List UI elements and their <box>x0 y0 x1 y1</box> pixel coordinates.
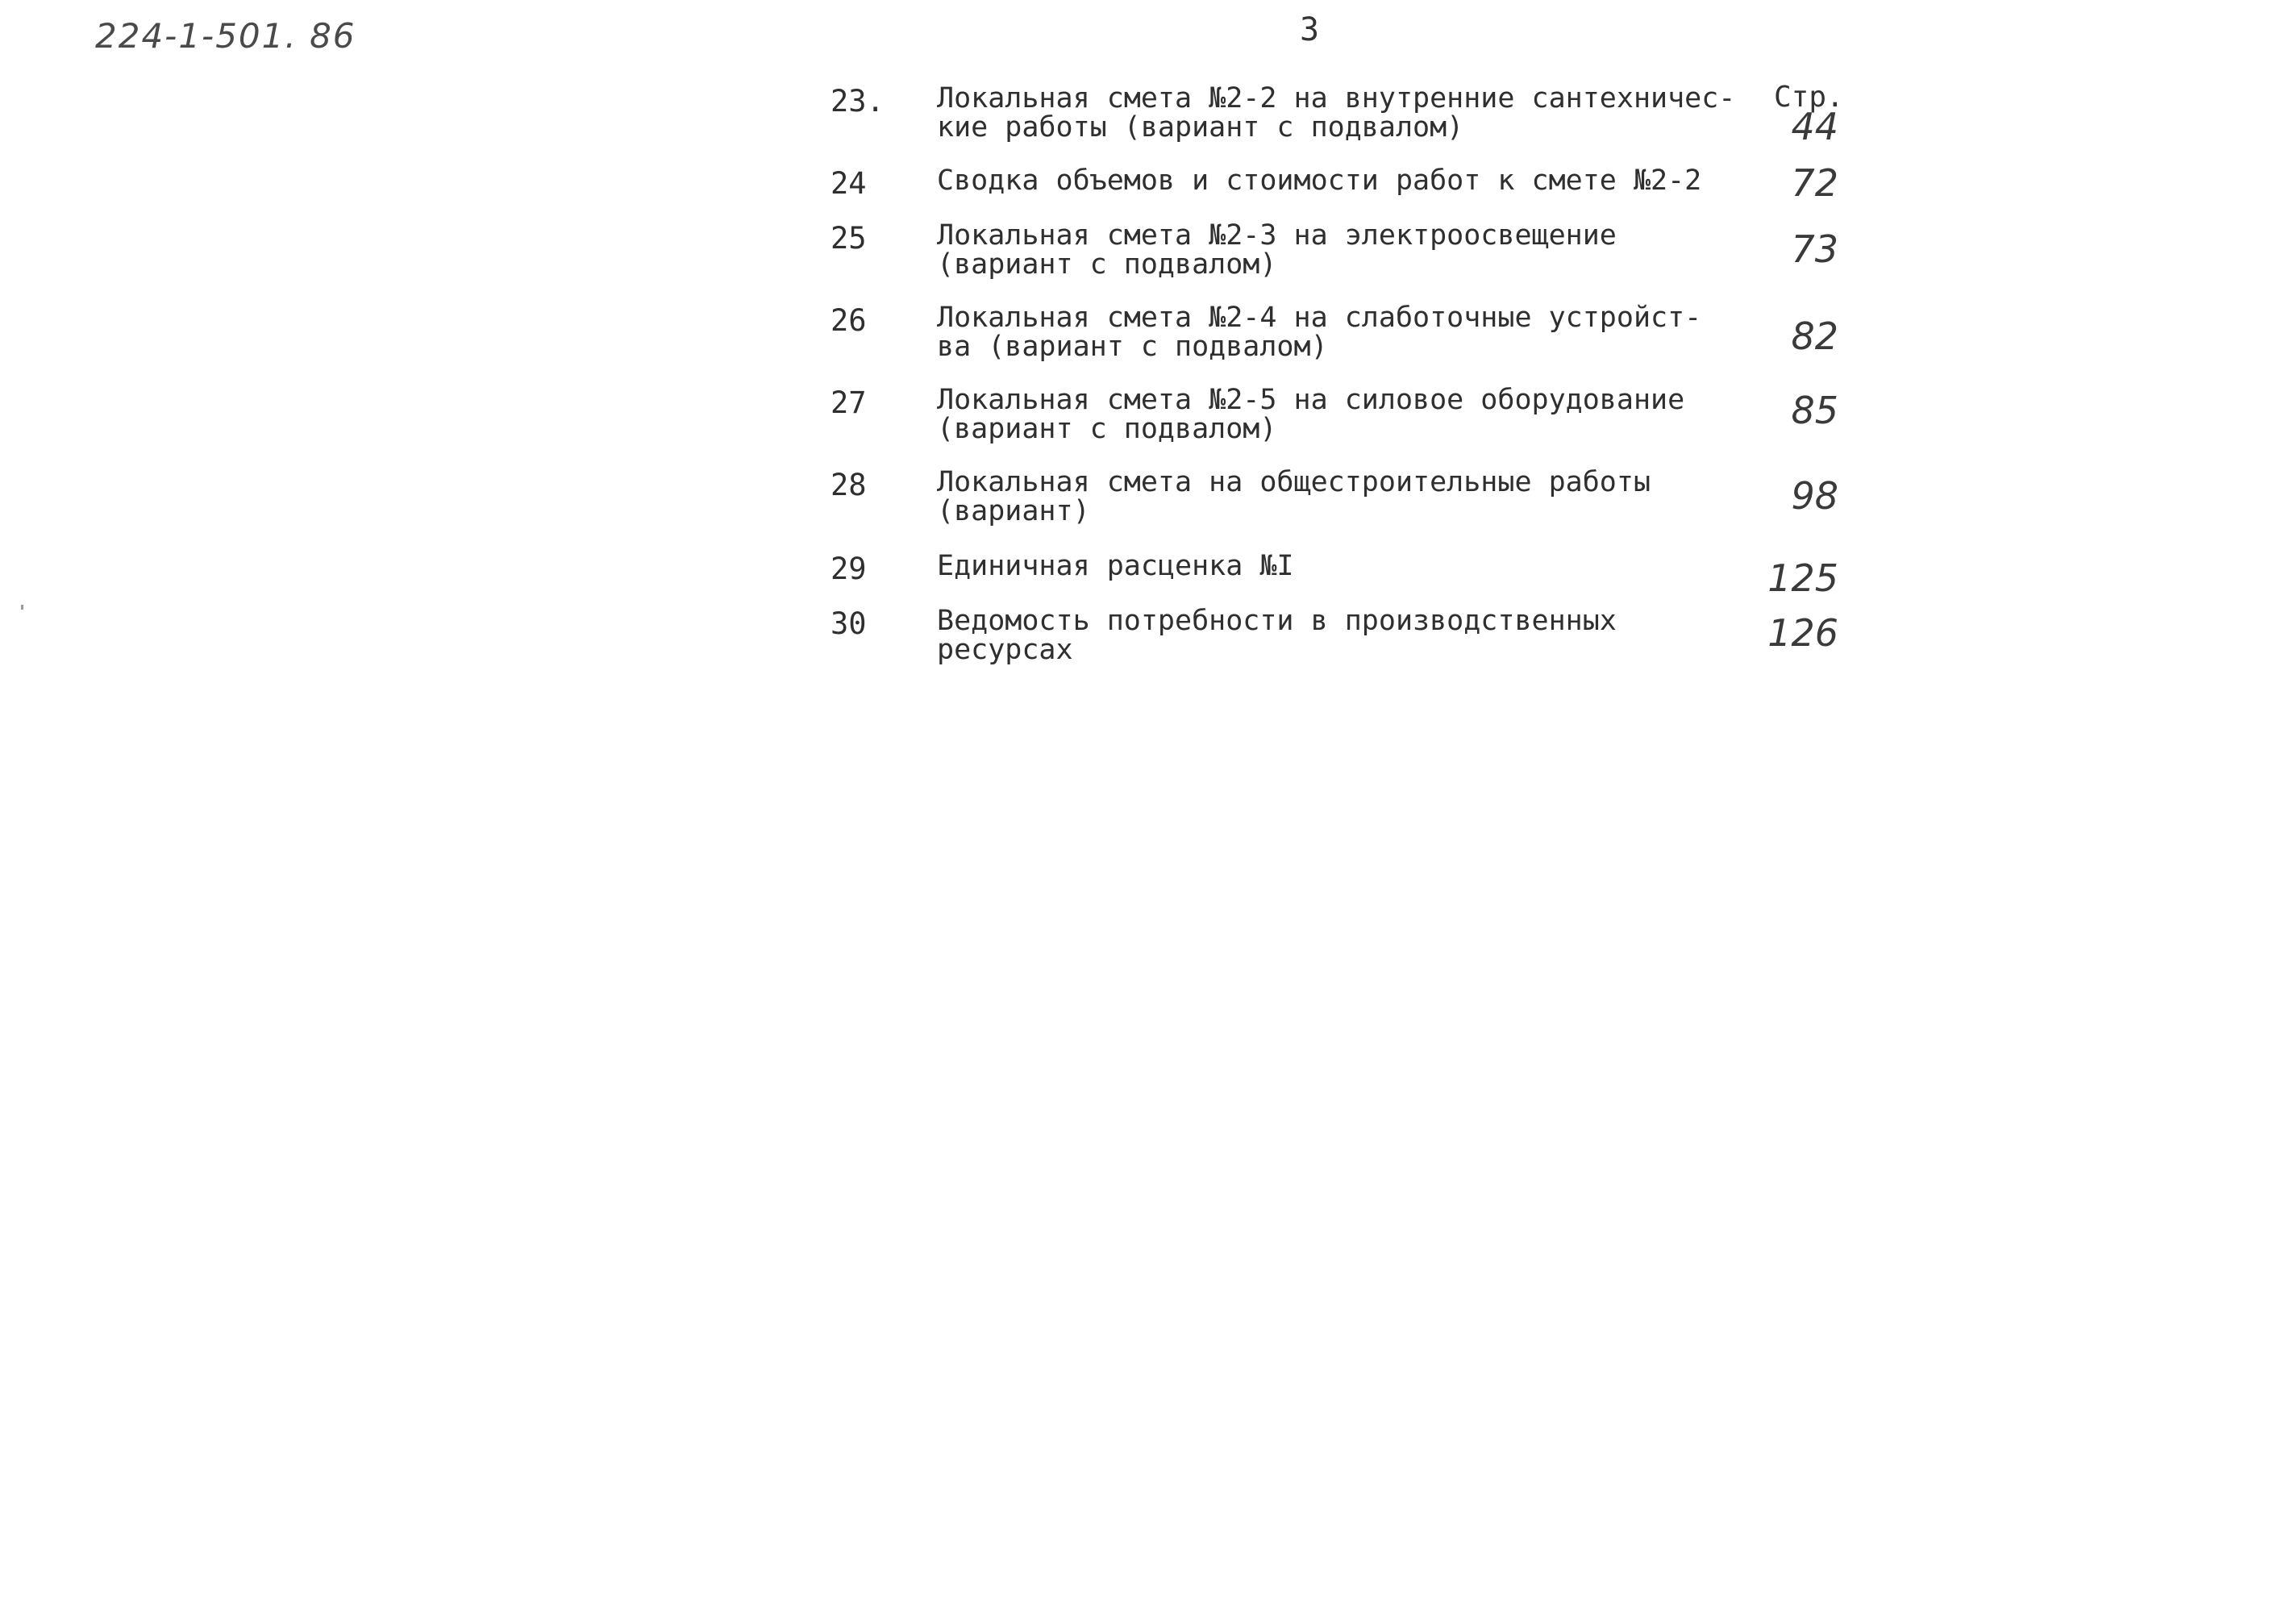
toc-item-number: 28 <box>831 468 867 502</box>
toc-item-number: 23. <box>831 84 885 119</box>
toc-item-number: 25 <box>831 221 867 256</box>
toc-item-title-line: Локальная смета на общестроительные работы <box>937 466 1651 498</box>
toc-item-page: 73 <box>1791 227 1838 271</box>
toc-item-number: 27 <box>831 385 867 420</box>
toc-item-title-line: Сводка объемов и стоимости работ к смете №2-2 <box>937 164 1702 197</box>
toc-item-title-line: (вариант с подвалом) <box>937 248 1277 281</box>
toc-item-title-line: ва (вариант с подвалом) <box>937 331 1328 363</box>
toc-item-title-line: (вариант) <box>937 495 1090 527</box>
toc-item-title-line: Локальная смета №2-4 на слаботочные устройст- <box>937 302 1702 334</box>
toc-item-title-line: Локальная смета №2-2 на внутренние сантехничес- <box>937 82 1736 115</box>
page-column-heading: Стр. <box>1774 81 1844 114</box>
toc-item-page: 125 <box>1767 556 1838 600</box>
toc-item-number: 24 <box>831 166 867 201</box>
toc-item-title <box>937 166 1759 195</box>
toc-item-title <box>937 303 1759 361</box>
toc-item-number: 26 <box>831 303 867 338</box>
toc-item-title <box>937 84 1759 142</box>
toc-item-title-line: кие работы (вариант с подвалом) <box>937 111 1464 144</box>
toc-item-number: 29 <box>831 552 867 586</box>
toc-item-page: 85 <box>1791 389 1838 432</box>
toc-item-title <box>937 606 1759 664</box>
scan-speck <box>21 605 23 610</box>
toc-item-page: 126 <box>1767 611 1838 655</box>
toc-item-page: 72 <box>1791 161 1838 205</box>
toc-item-title-line: (вариант с подвалом) <box>937 413 1277 445</box>
toc-item-title <box>937 468 1759 526</box>
toc-item-title <box>937 385 1759 443</box>
page-number: 3 <box>1300 11 1320 48</box>
toc-item-title <box>937 221 1759 279</box>
toc-item-title-line: ресурсах <box>937 634 1073 666</box>
document-code: 224-1-501. 86 <box>95 16 356 56</box>
table-of-contents <box>0 0 2273 806</box>
toc-item-title-line: Локальная смета №2-5 на силовое оборудование <box>937 384 1685 416</box>
toc-item-page: 82 <box>1791 314 1838 358</box>
toc-item-title-line: Ведомость потребности в производственных <box>937 605 1617 637</box>
toc-item-title <box>937 552 1759 581</box>
toc-item-number: 30 <box>831 606 867 641</box>
toc-item-title-line: Единичная расценка №I <box>937 550 1294 582</box>
toc-item-page: 98 <box>1791 474 1838 518</box>
toc-item-title-line: Локальная смета №2-3 на электроосвещение <box>937 219 1617 252</box>
toc-item-page: 44 <box>1791 105 1838 148</box>
